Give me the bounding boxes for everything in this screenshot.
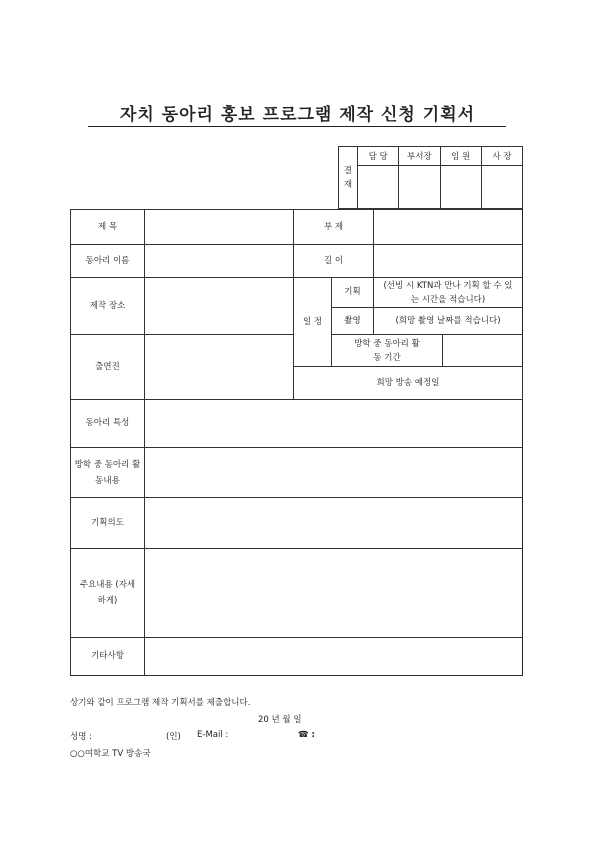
subtitle-field[interactable] [374, 210, 523, 245]
approval-sign-manager[interactable] [399, 166, 440, 209]
approval-side-label: 결 재 [339, 147, 358, 209]
broadcast-date-label: 희망 방송 예정일 [294, 367, 523, 400]
club-name-field[interactable] [145, 245, 294, 278]
subtitle-label: 부 제 [294, 210, 374, 245]
vacation-period-field[interactable] [443, 335, 523, 367]
shooting-field[interactable]: (희망 촬영 날짜를 적습니다) [374, 308, 523, 335]
title-label: 제 목 [71, 210, 145, 245]
organization-name: ○○여학교 TV 방송국 [70, 749, 151, 759]
planning-field[interactable]: (선빙 시 KTN과 만나 기획 할 수 있는 시간을 적습니다) [374, 278, 523, 308]
contact-line [70, 730, 530, 742]
approval-sign-president[interactable] [481, 166, 522, 209]
name-label: 성명 : [70, 732, 92, 742]
approval-col-staff: 담 당 [358, 147, 399, 166]
vacation-activity-field[interactable] [145, 448, 523, 498]
approval-sign-executive[interactable] [440, 166, 481, 209]
seal-mark: (인) [166, 732, 181, 742]
approval-sign-staff[interactable] [358, 166, 399, 209]
intent-field[interactable] [145, 498, 523, 549]
location-field[interactable] [145, 278, 294, 335]
title-field[interactable] [145, 210, 294, 245]
date-line: 20 년 월 일 [258, 715, 302, 725]
vacation-period-label: 방학 중 동아리 활동 기간 [332, 335, 443, 367]
approval-box [338, 146, 523, 209]
other-field[interactable] [145, 638, 523, 676]
cast-label: 출연진 [71, 335, 145, 400]
approval-col-executive: 임 원 [440, 147, 481, 166]
club-feature-label: 동아리 특성 [71, 400, 145, 448]
club-feature-field[interactable] [145, 400, 523, 448]
planning-label: 기획 [332, 278, 374, 308]
other-label: 기타사항 [71, 638, 145, 676]
main-content-label: 주요내용 (자세하게) [71, 549, 145, 638]
schedule-label: 일 정 [294, 278, 332, 367]
application-form [70, 209, 523, 676]
vacation-activity-label: 방학 중 동아리 활동내용 [71, 448, 145, 498]
cast-field[interactable] [145, 335, 294, 400]
length-field[interactable] [374, 245, 523, 278]
page-title: 자치 동아리 홍보 프로그램 제작 신청 기획서 [119, 105, 476, 125]
submission-statement: 상기와 같이 프로그램 제작 기획서를 제출합니다. [70, 698, 251, 708]
main-content-field[interactable] [145, 549, 523, 638]
length-label: 길 이 [294, 245, 374, 278]
approval-col-president: 사 장 [481, 147, 522, 166]
title-underline [88, 126, 506, 127]
shooting-label: 촬영 [332, 308, 374, 335]
phone-icon: ☎ : [298, 730, 315, 740]
approval-col-manager: 부서장 [399, 147, 440, 166]
club-name-label: 동아리 이름 [71, 245, 145, 278]
location-label: 제작 장소 [71, 278, 145, 335]
email-label: E-Mail : [197, 730, 229, 740]
intent-label: 기획의도 [71, 498, 145, 549]
